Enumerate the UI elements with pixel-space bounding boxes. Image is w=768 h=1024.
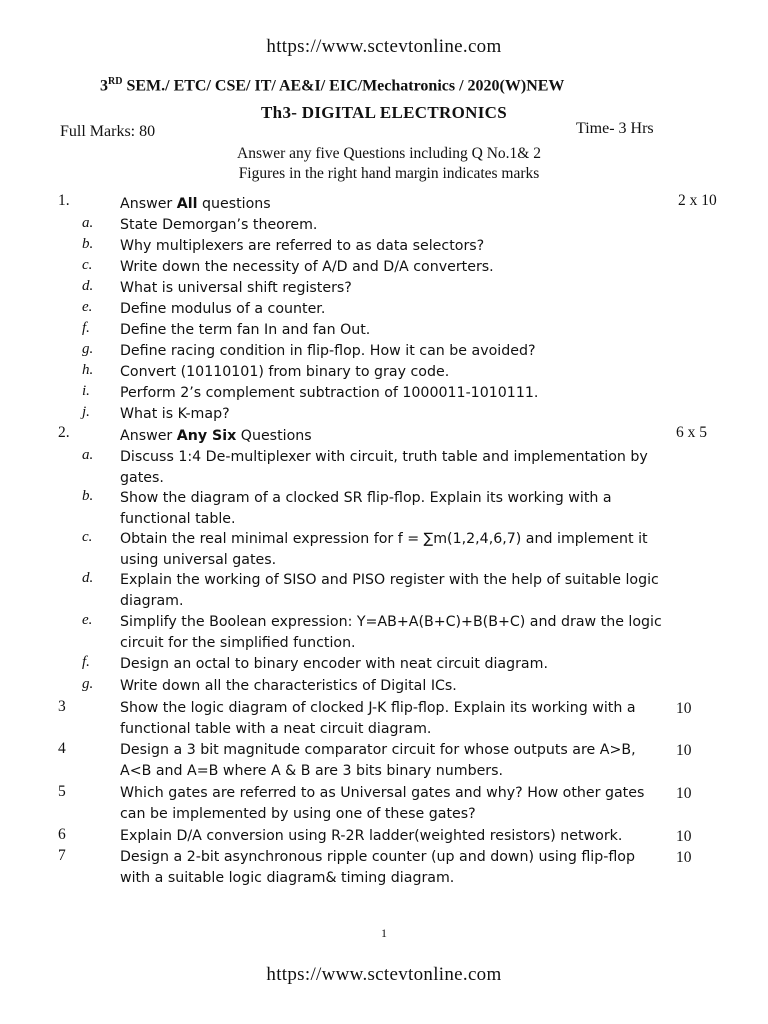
question-1-number: 1. <box>58 192 70 209</box>
question-2-heading <box>120 426 670 447</box>
long-question-marks: 10 <box>676 700 692 717</box>
q2-item-label: a. <box>82 447 94 463</box>
q1-item-text: Convert (10110101) from binary to gray code. <box>120 364 450 380</box>
long-question-number: 4 <box>58 740 66 757</box>
long-question-text: Design a 3 bit magnitude comparator circuit for whose outputs are A>B, A<B and A=B where A & B are 3 bits binary numbers. <box>120 742 636 779</box>
q2-item-label: g. <box>82 676 94 692</box>
time-allowed: Time- 3 Hrs <box>576 120 654 137</box>
page-number: 1 <box>381 926 387 940</box>
q1-item-text: Define the term fan In and fan Out. <box>120 322 371 338</box>
semester-line <box>100 76 564 95</box>
q2-item-text: Write down all the characteristics of Digital ICs. <box>120 678 457 694</box>
q1-item-text: Define racing condition in flip-flop. How it can be avoided? <box>120 343 536 359</box>
q2-item-text: Explain the working of SISO and PISO register with the help of suitable logic diagram. <box>120 572 659 609</box>
q2-heading-post: Questions <box>236 428 312 444</box>
long-question-text: Which gates are referred to as Universal gates and why? How other gates can be implemented by using one of these gates? <box>120 785 645 822</box>
q1-item-text: State Demorgan’s theorem. <box>120 217 318 233</box>
q1-heading-pre: Answer <box>120 196 177 212</box>
q1-item-text: Write down the necessity of A/D and D/A converters. <box>120 259 494 275</box>
q1-item-text: What is universal shift registers? <box>120 280 352 296</box>
branches-and-year: SEM./ ETC/ CSE/ IT/ AE&I/ EIC/Mechatronics / 2020(W)NEW <box>122 77 565 95</box>
q1-item-text: What is K-map? <box>120 406 230 422</box>
q2-item-text: Discuss 1:4 De-multiplexer with circuit, truth table and implementation by gates. <box>120 449 648 486</box>
q1-heading-post: questions <box>197 196 271 212</box>
q2-item-label: b. <box>82 488 94 504</box>
q1-item-text: Define modulus of a counter. <box>120 301 326 317</box>
q2-item-label: d. <box>82 570 94 586</box>
q1-item-label: a. <box>82 215 94 231</box>
q1-item-text: Why multiplexers are referred to as data selectors? <box>120 238 485 254</box>
q2-item-label: c. <box>82 529 93 545</box>
long-question-marks: 10 <box>676 849 692 866</box>
q1-item-text: Perform 2’s complement subtraction of 1000011-1010111. <box>120 385 539 401</box>
long-question-number: 3 <box>58 698 66 715</box>
q1-item-label: b. <box>82 236 94 252</box>
long-question-marks: 10 <box>676 785 692 802</box>
q1-item-label: h. <box>82 362 94 378</box>
long-question-number: 6 <box>58 826 66 843</box>
semester-number: 3 <box>100 77 108 95</box>
q2-item-text: Show the diagram of a clocked SR flip-flop. Explain its working with a functional table. <box>120 490 612 527</box>
q2-heading-pre: Answer <box>120 428 177 444</box>
question-1-heading <box>120 194 670 215</box>
q1-item-label: i. <box>82 383 90 399</box>
q1-item-label: d. <box>82 278 94 294</box>
q2-item-text: Obtain the real minimal expression for f = ∑m(1,2,4,6,7) and implement it using universal gates. <box>120 531 648 568</box>
question-1-marks: 2 x 10 <box>678 192 717 209</box>
q1-item-label: e. <box>82 299 93 315</box>
footer-url: https://www.sctevtonline.com <box>266 964 502 985</box>
instruction-line-2: Figures in the right hand margin indicates marks <box>238 165 540 182</box>
q1-item-label: j. <box>82 404 90 420</box>
question-2-number: 2. <box>58 424 70 441</box>
q2-heading-bold: Any Six <box>176 428 237 444</box>
long-question-marks: 10 <box>676 828 692 845</box>
q1-heading-bold: All <box>176 196 198 212</box>
q1-item-label: c. <box>82 257 93 273</box>
full-marks: Full Marks: 80 <box>60 123 156 140</box>
q2-item-label: e. <box>82 612 93 628</box>
long-question-text: Explain D/A conversion using R-2R ladder(weighted resistors) network. <box>120 828 623 844</box>
q2-item-text: Simplify the Boolean expression: Y=AB+A(B+C)+B(B+C) and draw the logic circuit for the simplified function. <box>120 614 662 651</box>
header-url: https://www.sctevtonline.com <box>266 36 502 57</box>
q1-item-label: g. <box>82 341 94 357</box>
long-question-marks: 10 <box>676 742 692 759</box>
long-question-number: 7 <box>58 847 66 864</box>
long-question-text: Design a 2-bit asynchronous ripple counter (up and down) using flip-flop with a suitable logic diagram& timing diagram. <box>120 849 635 886</box>
q1-item-label: f. <box>82 320 90 336</box>
long-question-text: Show the logic diagram of clocked J-K flip-flop. Explain its working with a functional table with a neat circuit diagram. <box>120 700 636 737</box>
q2-item-text: Design an octal to binary encoder with neat circuit diagram. <box>120 656 548 672</box>
q2-item-label: f. <box>82 654 90 670</box>
subject-title: Th3- DIGITAL ELECTRONICS <box>261 103 507 122</box>
instruction-line-1: Answer any five Questions including Q No.1& 2 <box>237 145 541 162</box>
semester-superscript: RD <box>108 76 123 87</box>
long-question-number: 5 <box>58 783 66 800</box>
question-2-marks: 6 x 5 <box>676 424 707 441</box>
